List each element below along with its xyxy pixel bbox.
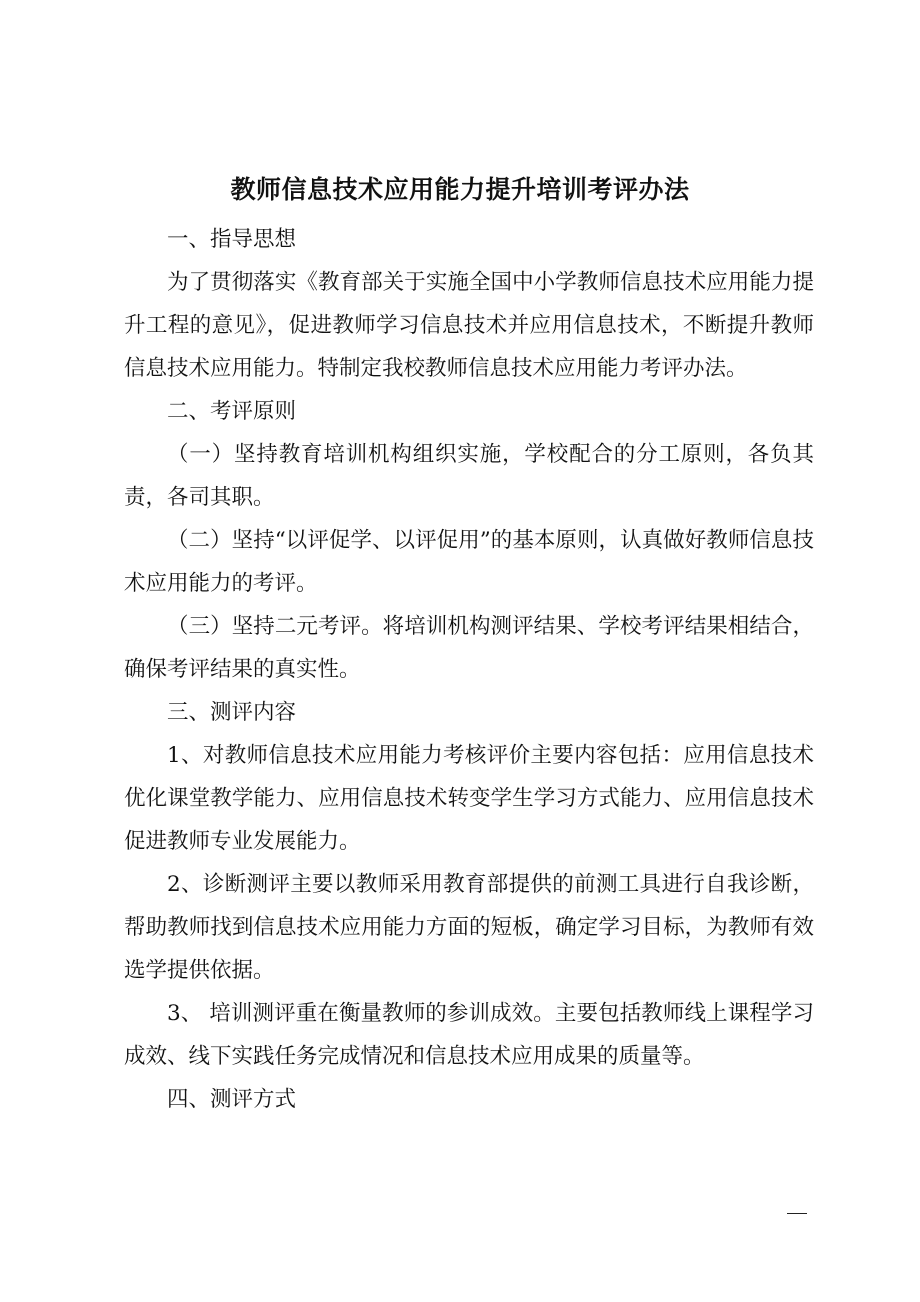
- principle-item-3: （三）坚持二元考评。将培训机构测评结果、学校考评结果相结合，确保考评结果的真实性。: [124, 614, 814, 682]
- paragraph-purpose: 为了贯彻落实《教育部关于实施全国中小学教师信息技术应用能力提升工程的意见》，促进教师学习信息技术并应用信息技术，不断提升教师信息技术应用能力。特制定我校教师信息技术应用能力考评办法。: [124, 270, 814, 381]
- document-title: 教师信息技术应用能力提升培训考评办法: [230, 175, 690, 204]
- content-item-1: 1、对教师信息技术应用能力考核评价主要内容包括：应用信息技术优化课堂教学能力、应用信息技术转变学生学习方式能力、应用信息技术促进教师专业发展能力。: [124, 743, 814, 854]
- section-heading-guiding-ideology: 一、指导思想: [167, 227, 297, 252]
- content-item-3: 3、 培训测评重在衡量教师的参训成效。主要包括教师线上课程学习成效、线下实践任务完成情况和信息技术应用成果的质量等。: [124, 1001, 814, 1069]
- page-footer-dash: [787, 1213, 807, 1214]
- section-heading-evaluation-methods: 四、测评方式: [167, 1087, 297, 1112]
- section-heading-evaluation-content: 三、测评内容: [167, 700, 297, 725]
- principle-item-2: （二）坚持“以评促学、以评促用”的基本原则，认真做好教师信息技术应用能力的考评。: [124, 528, 814, 596]
- section-heading-evaluation-principles: 二、考评原则: [167, 399, 297, 424]
- principle-item-1: （一）坚持教育培训机构组织实施，学校配合的分工原则，各负其责，各司其职。: [124, 442, 814, 510]
- document-body: [124, 218, 814, 1121]
- content-item-2: 2、诊断测评主要以教师采用教育部提供的前测工具进行自我诊断，帮助教师找到信息技术应用能力方面的短板，确定学习目标，为教师有效选学提供依据。: [124, 872, 814, 983]
